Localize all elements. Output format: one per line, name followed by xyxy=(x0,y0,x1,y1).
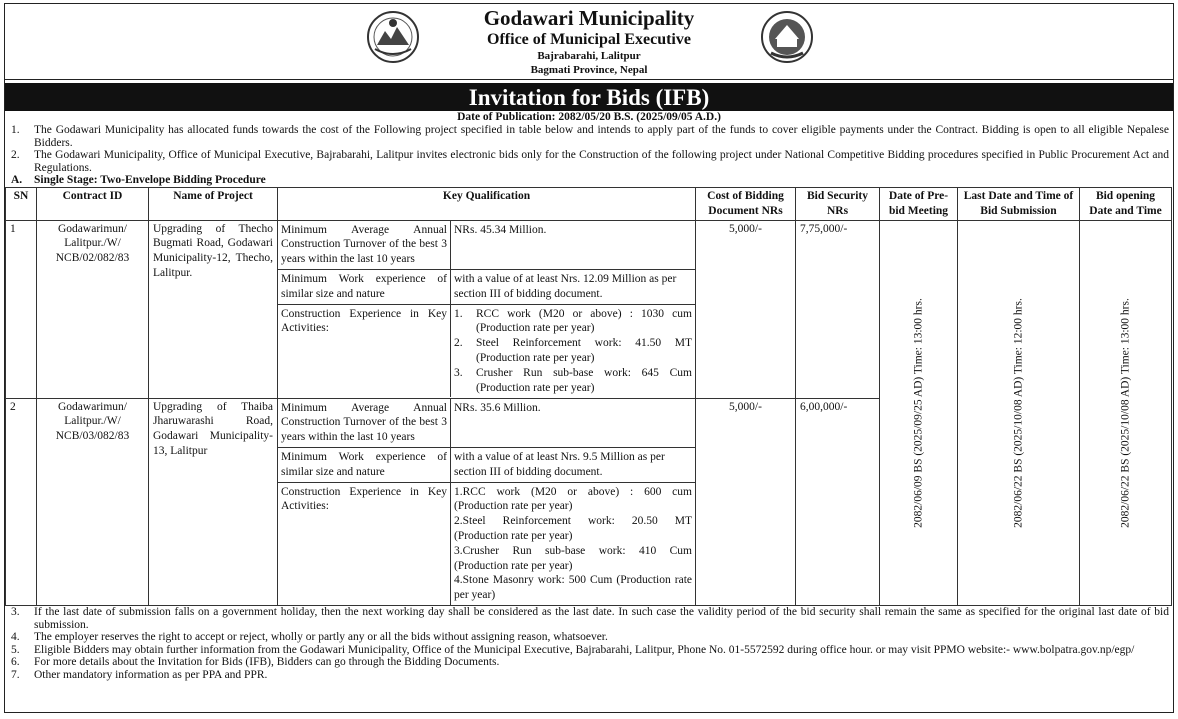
row-sn: 1 xyxy=(6,220,37,398)
list-item: 4.Stone Masonry work: 500 Cum (Production rate per year) xyxy=(454,574,692,602)
row-cost: 5,000/- xyxy=(696,220,796,398)
last-submission-date: 2082/06/22 BS (2025/10/08 AD) Time: 12:00 hrs. xyxy=(958,220,1080,605)
note-3: 3. If the last date of submission falls on a government holiday, then the next working day shall be considered as the last date. In such case the validity period of the bid security shall remain the same as specified for the original last date of bid submission. xyxy=(11,605,1169,631)
col-key-qualification: Key Qualification xyxy=(278,187,696,220)
bid-table xyxy=(5,187,1172,606)
publication-date: Date of Publication: 2082/05/20 B.S. (2025/09/05 A.D.) xyxy=(457,111,721,123)
qualification-key-activities: Construction Experience in Key Activities: 1. RCC work (M20 or above) : 1030 cum (Production rate per year) 2. Steel Reinforcement work: 41.50 MT (Production rate per year) 3. Crusher Run sub-base work: 645 Cum (Production rate per year) xyxy=(278,305,695,398)
bid-opening-date: 2082/06/22 BS (2025/10/08 AD) Time: 13:00 hrs. xyxy=(1080,220,1172,605)
row-contract-id: Godawarimun/ Lalitpur./W/ NCB/02/082/83 xyxy=(37,220,149,398)
qualification-experience: Minimum Work experience of similar size and nature with a value of at least Nrs. 12.09 Million as per section III of bidding document. xyxy=(278,270,695,305)
list-item: 2.Steel Reinforcement work: 20.50 MT (Production rate per year) xyxy=(454,515,692,542)
col-project: Name of Project xyxy=(149,187,278,220)
table-row xyxy=(6,220,1172,398)
list-item: 2. Steel Reinforcement work: 41.50 MT (Production rate per year) xyxy=(454,337,692,364)
list-item: 3. Crusher Run sub-base work: 645 Cum (Production rate per year) xyxy=(454,366,692,394)
municipality-logo-icon xyxy=(759,9,815,65)
row-key-qualification xyxy=(278,398,696,605)
note-7: 7. Other mandatory information as per PPA and PPR. xyxy=(11,668,268,681)
qualification-experience: Minimum Work experience of similar size and nature with a value of at least Nrs. 9.5 Million as per section III of bidding document. xyxy=(278,448,695,483)
notice-header xyxy=(5,4,1173,80)
note-5: 5. Eligible Bidders may obtain further information from the Godawari Municipality, Office of the Municipal Executive, Bajrabarahi, Lalitpur, Phone No. 01-5572592 during office hour. or may visit PPMO website:- www.bolpatra.gov.np/egp/ xyxy=(11,643,1135,656)
nepal-emblem-icon xyxy=(365,9,421,65)
row-project: Upgrading of Thaiba Jharuwarashi Road, Godawari Municipality-13, Lalitpur xyxy=(149,398,278,605)
office-subtitle: Office of Municipal Executive xyxy=(487,31,691,48)
row-sn: 2 xyxy=(6,398,37,605)
intro-paragraph-2: 2. The Godawari Municipality, Office of Municipal Executive, Bajrabarahi, Lalitpur invites electronic bids only for the Construction of the following project under National Competitive Bidding procedures specified in Public Procurement Act and Regulations. xyxy=(11,149,1169,174)
office-address: Bajrabarahi, Lalitpur xyxy=(537,50,641,62)
municipality-title: Godawari Municipality xyxy=(483,6,695,30)
col-sn: SN xyxy=(6,187,37,220)
col-prebid: Date of Pre-bid Meeting xyxy=(880,187,958,220)
procedure-heading: A. Single Stage: Two-Envelope Bidding Procedure xyxy=(11,174,266,187)
row-project: Upgrading of Thecho Bugmati Road, Godawari Municipality-12, Thecho, Lalitpur. xyxy=(149,220,278,398)
prebid-date: 2082/06/09 BS (2025/09/25 AD) Time: 13:00 hrs. xyxy=(880,220,958,605)
intro-paragraph-1: 1. The Godawari Municipality has allocated funds towards the cost of the Following project specified in table below and intends to apply part of the funds to cover eligible payments under the Contract. Bidding is open to all eligible Nepalese Bidders. xyxy=(11,124,1169,149)
note-6: 6. For more details about the Invitation for Bids (IFB), Bidders can go through the Bidding Documents. xyxy=(11,656,500,669)
row-contract-id: Godawarimun/ Lalitpur./W/ NCB/03/082/83 xyxy=(37,398,149,605)
office-province: Bagmati Province, Nepal xyxy=(530,64,648,76)
note-4: 4. The employer reserves the right to accept or reject, wholly or partly any or all the bids without assigning reason, whatsoever. xyxy=(11,631,608,644)
col-opening: Bid opening Date and Time xyxy=(1080,187,1172,220)
ifb-banner: Invitation for Bids (IFB) xyxy=(5,83,1173,111)
row-key-qualification xyxy=(278,220,696,398)
list-item: 1.RCC work (M20 or above) : 600 cum (Production rate per year) xyxy=(454,485,692,513)
qualification-turnover: Minimum Average Annual Construction Turnover of the best 3 years within the last 10 years NRs. 35.6 Million. xyxy=(278,399,695,448)
row-security: 7,75,000/- xyxy=(796,220,880,398)
list-item: 1. RCC work (M20 or above) : 1030 cum (Production rate per year) xyxy=(454,307,692,335)
ifb-notice xyxy=(4,3,1174,713)
col-contract-id: Contract ID xyxy=(37,187,149,220)
table-header-row xyxy=(6,187,1172,220)
row-cost: 5,000/- xyxy=(696,398,796,605)
qualification-key-activities: Construction Experience in Key Activities: 1.RCC work (M20 or above) : 600 cum (Production rate per year) 2.Steel Reinforcement work: 20.50 MT (Production rate per year) 3.Crusher Run sub-base work: 410 Cum (Production rate per year) 4.Stone Masonry work: 500 Cum (Production rate per year) xyxy=(278,483,695,605)
col-last-date: Last Date and Time of Bid Submission xyxy=(958,187,1080,220)
col-security: Bid Security NRs xyxy=(796,187,880,220)
row-security: 6,00,000/- xyxy=(796,398,880,605)
list-item: 3.Crusher Run sub-base work: 410 Cum (Production rate per year) xyxy=(454,544,692,572)
qualification-turnover: Minimum Average Annual Construction Turnover of the best 3 years within the last 10 years NRs. 45.34 Million. xyxy=(278,221,695,270)
col-cost: Cost of Bidding Document NRs xyxy=(696,187,796,220)
